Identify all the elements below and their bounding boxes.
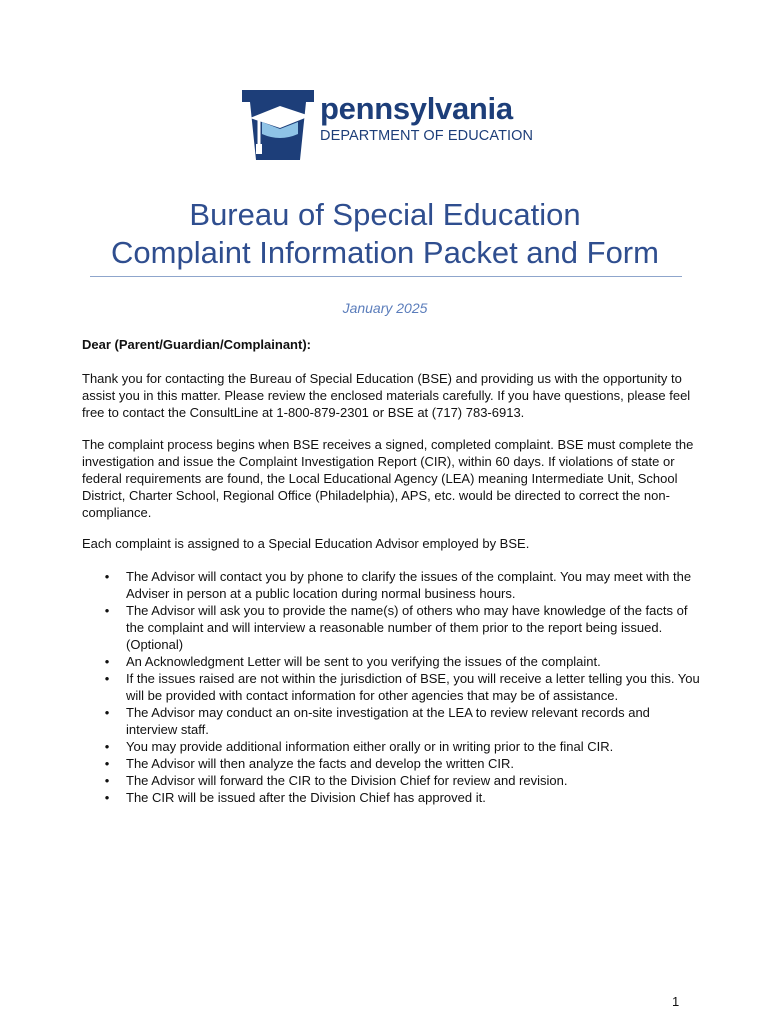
bullet-icon: • [104, 569, 110, 584]
bullet-icon: • [104, 705, 110, 720]
document-date: January 2025 [342, 300, 428, 316]
list-item-text: If the issues raised are not within the jurisdiction of BSE, you will receive a letter telling you this. You will be provided with contact information for other agencies that may be of assistance. [126, 671, 700, 703]
list-item [82, 755, 702, 772]
title-divider [90, 276, 682, 277]
list-item [82, 602, 702, 653]
list-item-text: The Advisor will ask you to provide the name(s) of others who may have knowledge of the facts of the complaint and will interview a reasonable number of them prior to the report being issued. (Optional) [126, 603, 688, 652]
list-item [82, 772, 702, 789]
bullet-icon: • [104, 671, 110, 686]
paragraph-process: The complaint process begins when BSE receives a signed, completed complaint. BSE must complete the investigation and issue the Complaint Investigation Report (CIR), within 60 days. If violations of state or federal requirements are found, the Local Educational Agency (LEA) meaning Intermediate Unit, School District, Charter School, Regional Office (Philadelphia), APS, etc. would be directed to correct the non-compliance. [82, 437, 694, 520]
salutation: Dear (Parent/Guardian/Complainant): [82, 337, 311, 352]
list-item-text: The CIR will be issued after the Division Chief has approved it. [126, 790, 486, 805]
bullet-icon: • [104, 603, 110, 618]
bullet-icon: • [104, 790, 110, 805]
page-number: 1 [672, 994, 680, 1009]
list-item-text: The Advisor will contact you by phone to clarify the issues of the complaint. You may meet with the Adviser in person at a public location during normal business hours. [126, 569, 692, 601]
list-item-text: The Advisor may conduct an on-site investigation at the LEA to review relevant records and interview staff. [126, 705, 650, 737]
bullet-icon: • [104, 773, 110, 788]
paragraph-intro: Thank you for contacting the Bureau of Special Education (BSE) and providing us with the opportunity to assist you in this matter. Please review the enclosed materials carefully. If you have questions, please feel free to contact the ConsultLine at 1-800-879-2301 or BSE at (717) 783-6913. [82, 371, 691, 420]
bullet-icon: • [104, 739, 110, 754]
paragraph-advisor: Each complaint is assigned to a Special Education Advisor employed by BSE. [82, 536, 530, 551]
logo-wordmark [320, 92, 533, 144]
logo-brand: pennsylvania [320, 91, 513, 126]
pde-logo [240, 88, 540, 162]
advisor-steps-list [82, 568, 702, 806]
list-item [82, 738, 702, 755]
title-line-2: Complaint Information Packet and Form [111, 235, 659, 270]
logo-department: DEPARTMENT OF EDUCATION [320, 128, 534, 144]
list-item-text: An Acknowledgment Letter will be sent to you verifying the issues of the complaint. [126, 654, 601, 669]
keystone-graduation-cap-icon [240, 88, 316, 162]
list-item-text: The Advisor will forward the CIR to the Division Chief for review and revision. [126, 773, 568, 788]
list-item [82, 704, 702, 738]
list-item-text: The Advisor will then analyze the facts and develop the written CIR. [126, 756, 515, 771]
document-title [80, 196, 690, 272]
list-item-text: You may provide additional information either orally or in writing prior to the final CIR. [126, 739, 614, 754]
list-item [82, 670, 702, 704]
list-item [82, 653, 702, 670]
bullet-icon: • [104, 654, 110, 669]
list-item [82, 789, 702, 806]
bullet-icon: • [104, 756, 110, 771]
title-line-1: Bureau of Special Education [189, 197, 581, 232]
list-item [82, 568, 702, 602]
